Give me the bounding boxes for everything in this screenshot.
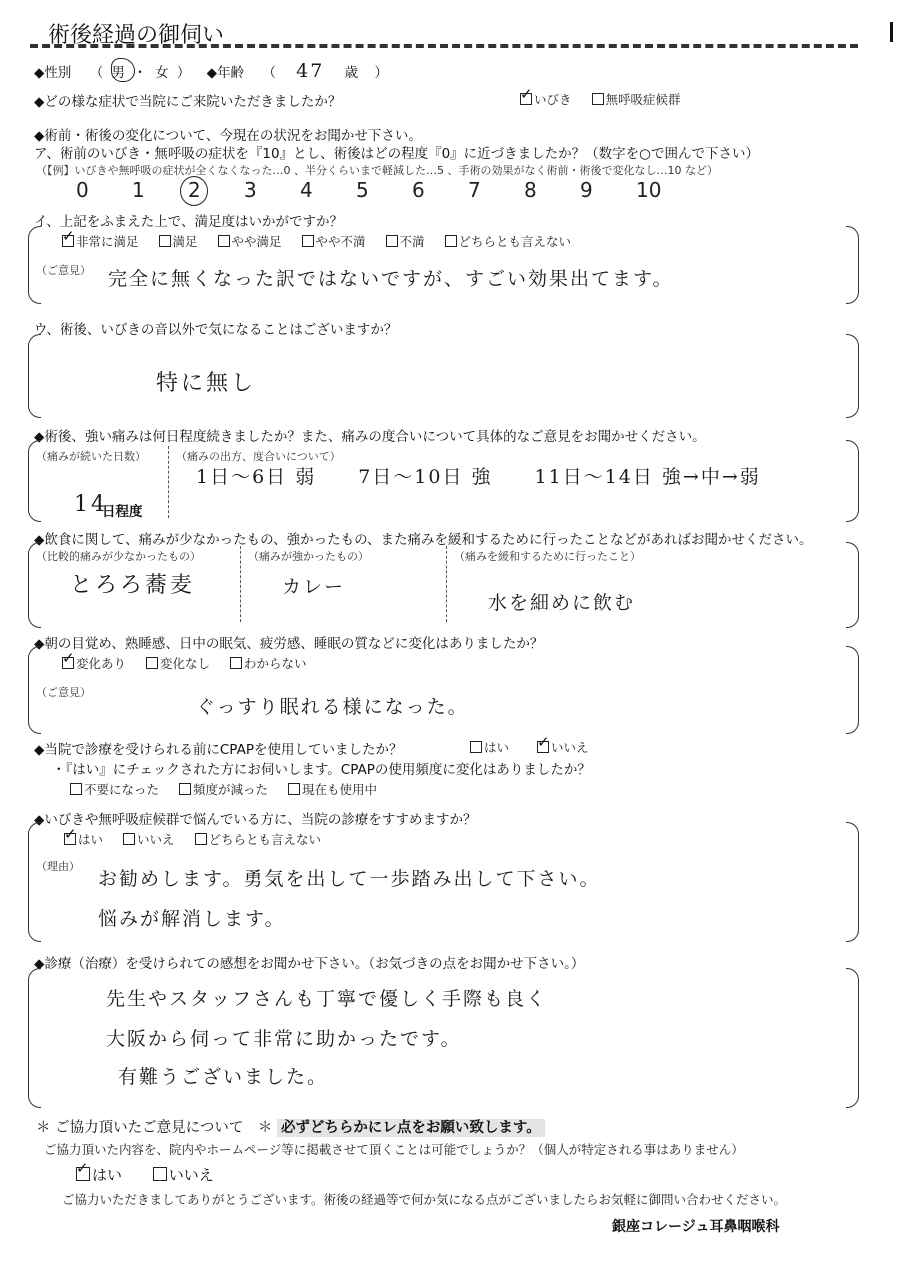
checkbox-icon <box>230 657 242 669</box>
scale-5[interactable]: 5 <box>356 178 369 202</box>
q5-days-value[interactable]: 14 <box>74 492 108 517</box>
q8-sub-option-unneeded[interactable]: 不要になった <box>70 780 159 798</box>
q6-col2-answer[interactable]: カレー <box>282 576 346 598</box>
q10-line2[interactable]: 大阪から伺って非常に助かったです。 <box>106 1028 462 1050</box>
consent-heading-bold: 必ずどちらかにレ点をお願い致します。 <box>277 1119 545 1137</box>
q2-sub-a: ア、術前のいびき・無呼吸の症状を『10』とし、術後はどの程度『0』に近づきましたか？（数字を○で囲んで下さい） <box>34 146 759 162</box>
q3-comment-label: （ご意見） <box>36 264 91 277</box>
title-divider <box>30 44 858 48</box>
checkbox-icon <box>218 235 230 247</box>
scale-1[interactable]: 1 <box>132 178 145 202</box>
scale-9[interactable]: 9 <box>580 178 593 202</box>
scale-0[interactable]: 0 <box>76 178 89 202</box>
checkbox-checked-icon <box>537 741 549 753</box>
checkbox-checked-icon <box>62 235 74 247</box>
q3-bracket-right <box>846 226 859 304</box>
q4-bracket-right <box>846 334 859 418</box>
q7-comment-label: （ご意見） <box>36 686 91 699</box>
q10-bracket-right <box>846 968 859 1108</box>
checkbox-icon <box>592 93 604 105</box>
scale-7[interactable]: 7 <box>468 178 481 202</box>
q10-bracket-left <box>28 968 41 1108</box>
q3-option-somewhat-satisfied[interactable]: やや満足 <box>218 232 282 250</box>
gender-male[interactable]: 男 <box>111 65 125 81</box>
checkbox-checked-icon <box>76 1167 90 1181</box>
q8-sub: ・『はい』にチェックされた方にお伺いします。CPAPの使用頻度に変化はありましたか？ <box>52 762 591 778</box>
checkbox-icon <box>288 783 300 795</box>
q6-col1-label: （比較的痛みが少なかったもの） <box>36 550 201 563</box>
q10-text: ◆診療（治療）を受けられての感想をお聞かせ下さい。（お気づきの点をお聞かせ下さい。） <box>34 956 585 972</box>
q4-bracket-left <box>28 334 41 418</box>
q6-text: ◆飲食に関して、痛みが少なかったもの、強かったもの、また痛みを緩和するために行ったことなどがあればお聞かせください。 <box>34 532 813 548</box>
q6-col3-answer[interactable]: 水を細めに飲む <box>488 592 636 614</box>
page-title: 術後経過の御伺い <box>48 23 225 48</box>
q3-option-dissatisfied[interactable]: 不満 <box>386 232 425 250</box>
gender-selection-circle <box>111 58 135 82</box>
clinic-name: 銀座コレージュ耳鼻咽喉科 <box>612 1219 780 1235</box>
q5-bracket-right <box>846 440 859 522</box>
q8-sub-option-still[interactable]: 現在も使用中 <box>288 780 377 798</box>
q3-option-neutral[interactable]: どちらとも言えない <box>445 232 572 250</box>
q6-col3-label: （痛みを緩和するために行ったこと） <box>454 550 641 563</box>
q7-option-changed[interactable]: ✓変化あり <box>62 654 126 672</box>
q6-col2-label: （痛みが強かったもの） <box>248 550 369 563</box>
checkbox-icon <box>445 235 457 247</box>
q5-days-unit: 日程度 <box>102 504 143 520</box>
q6-divider-1 <box>240 546 241 622</box>
q1-options <box>520 90 697 108</box>
q8-sub-options <box>70 780 393 798</box>
q8-option-yes[interactable]: はい <box>470 738 509 756</box>
q2-text: ◆術前・術後の変化について、今現在の状況をお聞かせ下さい。 <box>34 128 422 144</box>
checkbox-icon <box>146 657 158 669</box>
q1-option-apnea[interactable]: 無呼吸症候群 <box>592 90 681 108</box>
consent-option-yes[interactable]: ✓はい <box>76 1164 122 1185</box>
edge-mark <box>890 22 893 42</box>
q9-reason-line2[interactable]: 悩みが解消します。 <box>98 908 286 930</box>
checkbox-checked-icon <box>64 833 76 845</box>
q3-comment[interactable]: 完全に無くなった訳ではないですが、すごい効果出てます。 <box>108 268 674 290</box>
scale-4[interactable]: 4 <box>300 178 313 202</box>
checkbox-icon <box>123 833 135 845</box>
consent-option-no[interactable]: いいえ <box>153 1164 214 1185</box>
q9-reason-label: （理由） <box>36 860 80 873</box>
consent-options <box>76 1164 230 1185</box>
q3-option-satisfied[interactable]: 満足 <box>159 232 198 250</box>
q8-sub-option-less[interactable]: 頻度が減った <box>179 780 268 798</box>
q3-text: イ、上記をふまえた上で、満足度はいかがですか？ <box>34 214 344 230</box>
q10-line1[interactable]: 先生やスタッフさんも丁寧で優しく手際も良く <box>106 988 548 1010</box>
q8-text: ◆当院で診療を受けられる前にCPAPを使用していましたか？ <box>34 742 403 758</box>
q3-option-somewhat-dissatisfied[interactable]: やや不満 <box>302 232 366 250</box>
q9-text: ◆いびきや無呼吸症候群で悩んでいる方に、当院の診療をすすめますか？ <box>34 812 477 828</box>
q7-bracket-right <box>846 646 859 734</box>
scale-2[interactable]: 2 <box>188 178 201 202</box>
scale-8[interactable]: 8 <box>524 178 537 202</box>
checkbox-icon <box>70 783 82 795</box>
gender-female[interactable]: 女 <box>155 65 169 81</box>
q7-options <box>62 654 323 672</box>
q5-text: ◆術後、強い痛みは何日程度続きましたか？また、痛みの度合いについて具体的なご意見をお聞かせください。 <box>34 429 706 445</box>
q6-bracket-right <box>846 542 859 628</box>
q1-option-snoring[interactable]: ✓ いびき <box>520 90 572 108</box>
q3-option-very-satisfied[interactable]: ✓非常に満足 <box>62 232 139 250</box>
q4-text: ウ、術後、いびきの音以外で気になることはございますか？ <box>34 322 398 338</box>
q10-line3[interactable]: 有難うございました。 <box>118 1066 329 1088</box>
age-value[interactable]: 47 <box>296 60 325 82</box>
checkbox-icon <box>179 783 191 795</box>
q5-divider <box>168 446 169 518</box>
checkbox-checked-icon <box>62 657 74 669</box>
q2-scale <box>76 178 692 202</box>
q5-days-label: （痛みが続いた日数） <box>36 450 146 463</box>
checkbox-icon <box>302 235 314 247</box>
q3-options <box>62 232 587 250</box>
q8-option-no[interactable]: ✓ いいえ <box>537 738 589 756</box>
q7-text: ◆朝の目覚め、熟睡感、日中の眠気、疲労感、睡眠の質などに変化はありましたか？ <box>34 636 544 652</box>
q9-option-neutral[interactable]: どちらとも言えない <box>195 830 322 848</box>
q1-text: ◆どの様な症状で当院にご来院いただきましたか？ <box>34 94 342 110</box>
checkbox-icon <box>386 235 398 247</box>
q6-col1-answer[interactable]: とろろ蕎麦 <box>70 573 196 598</box>
q7-option-unchanged[interactable]: 変化なし <box>146 654 210 672</box>
q9-option-yes[interactable]: ✓はい <box>64 830 103 848</box>
q6-divider-2 <box>446 546 447 622</box>
checkbox-icon <box>470 741 482 753</box>
checkbox-icon <box>153 1167 167 1181</box>
q9-bracket-left <box>28 822 41 942</box>
checkbox-checked-icon <box>520 93 532 105</box>
scale-3[interactable]: 3 <box>244 178 257 202</box>
q2-example: （【例】いびきや無呼吸の症状が全くなくなった…0 、半分くらいまで軽減した…5 、手術の効果がなく術前・術後で変化なし…10 など） <box>36 164 718 177</box>
consent-heading: ＊ ご協力頂いたご意見について ＊ 必ずどちらかにレ点をお願い致します。 <box>36 1116 545 1137</box>
scale-10[interactable]: 10 <box>636 178 662 202</box>
gender-row: ◆性別 （ 男 ・ 女 ） ◆年齢 （ 47 歳 ） <box>34 60 388 82</box>
q8-options <box>470 738 605 756</box>
q4-answer[interactable]: 特に無し <box>156 371 257 396</box>
checkbox-icon <box>195 833 207 845</box>
q9-reason-line1[interactable]: お勧めします。勇気を出して一歩踏み出して下さい。 <box>98 868 601 890</box>
q9-bracket-right <box>846 822 859 942</box>
q5-degree-label: （痛みの出方、度合いについて） <box>176 450 341 463</box>
q9-options <box>64 830 337 848</box>
scale-6[interactable]: 6 <box>412 178 425 202</box>
q9-option-no[interactable]: いいえ <box>123 830 175 848</box>
thanks-message: ご協力いただきましてありがとうございます。術後の経過等で何か気になる点がございましたらお気軽に御問い合わせください。 <box>62 1192 787 1207</box>
consent-question: ご協力頂いた内容を、院内やホームページ等に掲載させて頂くことは可能でしょうか？（個人が特定される事はありません） <box>44 1142 744 1157</box>
scale-selection-circle <box>180 176 208 206</box>
checkbox-icon <box>159 235 171 247</box>
q7-comment[interactable]: ぐっすり眠れる様になった。 <box>196 696 469 718</box>
q5-degree-answer[interactable]: 1日〜6日 弱 7日〜10日 強 11日〜14日 強→中→弱 <box>196 466 761 488</box>
q7-option-unknown[interactable]: わからない <box>230 654 307 672</box>
